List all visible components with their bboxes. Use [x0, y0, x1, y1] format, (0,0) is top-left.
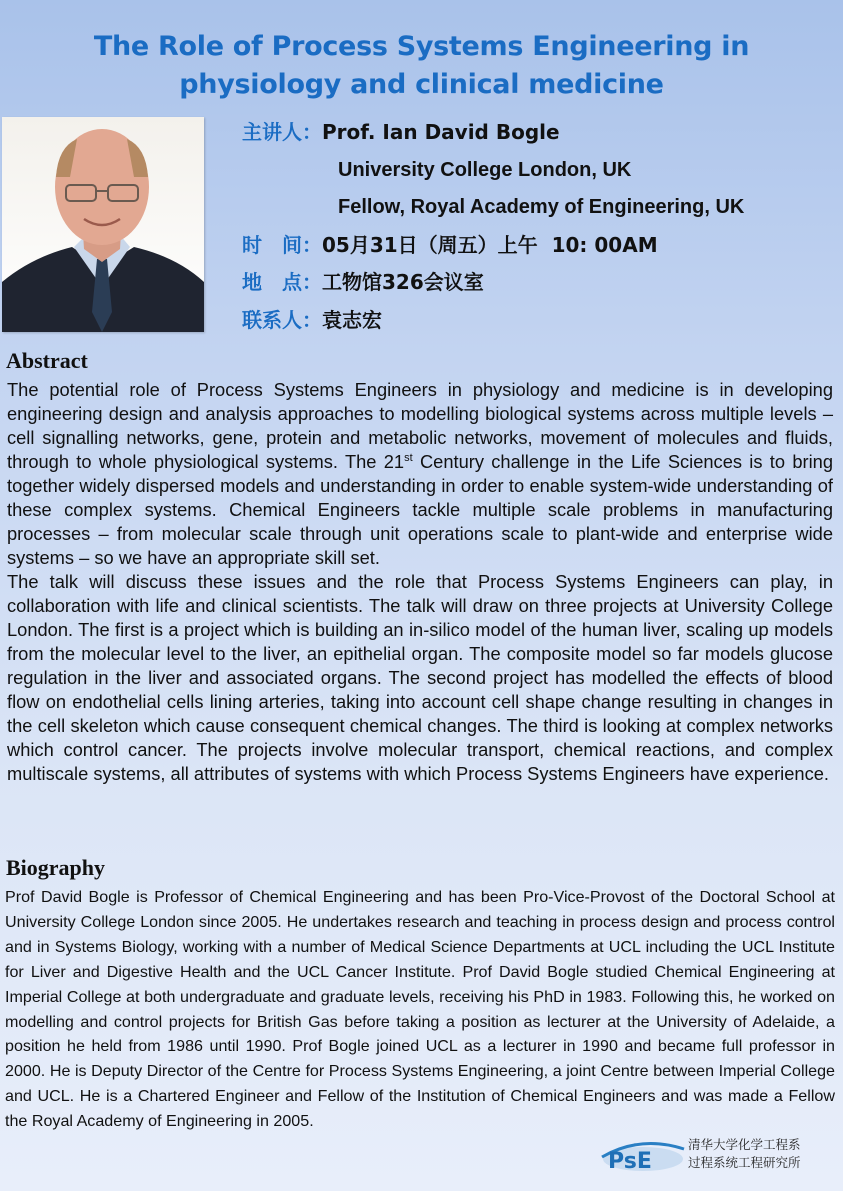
pse-logo-mark: [600, 1135, 686, 1175]
contact-value: 袁志宏: [322, 307, 382, 332]
logo-line-1: 清华大学化学工程系: [688, 1137, 801, 1152]
time-value: 05月31日（周五）上午 10: 00AM: [322, 232, 658, 257]
speaker-row: [242, 117, 832, 155]
abstract-heading: Abstract: [6, 348, 88, 373]
speaker-portrait-image: [2, 117, 204, 332]
abstract-paragraph-1: [7, 378, 833, 570]
talk-details: [242, 117, 832, 342]
place-value: 工物馆326会议室: [322, 270, 484, 294]
abstract-paragraph-2: The talk will discuss these issues and the role that Process Systems Engineers can play, in collaboration with life and clinical scientists. The talk will draw on three projects at University College London. The first is a project which is building an in-silico model of the human liver, scaling up models from the molecular level to the liver, an epithelial organ. The composite model so far models glucose regulation in the liver and associated organs. The second project has modelled the effects of blood flow on endothelial cells lining arteries, taking into account cell shape change resulting in changes in the cell skeleton which cause consequent chemical changes. The third is looking at complex networks which control cancer. The projects involve molecular transport, chemical reactions, and complex multiscale systems, all attributes of systems with which Process Systems Engineers have experience.: [7, 571, 833, 784]
place-label: 地 点：: [242, 270, 322, 294]
speaker-photo: [2, 117, 204, 332]
abstract-p1-part-a: The potential role of Process Systems Engineers in physiology and medicine is in developing engineering design and analysis approaches to modelling biological systems across multiple levels – cell signalling networks, gene, protein and metabolic networks, movement of molecules and fluids, through to whole physiological systems. The 21: [7, 379, 833, 472]
abstract-p1-part-b: Century challenge in the Life Sciences is to bring together widely dispersed models and understanding in order to enable system-wide understanding of these complex systems. Chemical Engineers tackle multiple scale problems in manufacturing processes – from molecular scale through unit operations scale to plant-wide and enterprise wide systems – so we have an appropriate skill set.: [7, 451, 834, 568]
biography-heading: Biography: [6, 855, 106, 880]
page-title: The Role of Process Systems Engineering in physiology and clinical medicine: [93, 31, 750, 100]
speaker-name: Prof. Ian David Bogle: [322, 120, 560, 144]
pse-logo: [600, 1135, 840, 1175]
time-row: [242, 230, 832, 268]
logo-mark-text: PsE: [608, 1149, 652, 1174]
speaker-label: 主讲人：: [242, 120, 322, 144]
time-label: 时 间：: [242, 232, 322, 257]
place-row: [242, 267, 832, 305]
contact-label: 联系人：: [242, 307, 322, 332]
contact-row: [242, 305, 832, 343]
logo-line-2: 过程系统工程研究所: [688, 1155, 801, 1170]
biography-body: Prof David Bogle is Professor of Chemical Engineering and has been Pro-Vice-Provost of the Doctoral School at University College London since 2005. He undertakes research and teaching in process design and process control and in Systems Biology, working with a number of Medical Science Departments at UCL including the UCL Institute for Liver and Digestive Health and the UCL Cancer Institute. Prof David Bogle studied Chemical Engineering at Imperial College at both undergraduate and graduate levels, receiving his PhD in 1983. Following this, he worked on modelling and control projects for British Gas before taking a position as lecturer at the University of Adelaide, a position he held from 1986 until 1990. Prof Bogle joined UCL as a lecturer in 1990 and became full professor in 2000. He is Deputy Director of the Centre for Process Systems Engineering, a joint Centre between Imperial College and UCL. He is a Chartered Engineer and Fellow of the Institution of Chemical Engineers and was made a Fellow the Royal Academy of Engineering in 2005.: [5, 888, 835, 1131]
ordinal-suffix: st: [404, 451, 413, 464]
logo-caption: [688, 1136, 801, 1172]
abstract-body: [7, 378, 833, 786]
speaker-fellowship: Fellow, Royal Academy of Engineering, UK: [338, 196, 745, 218]
speaker-affiliation: University College London, UK: [338, 158, 632, 181]
